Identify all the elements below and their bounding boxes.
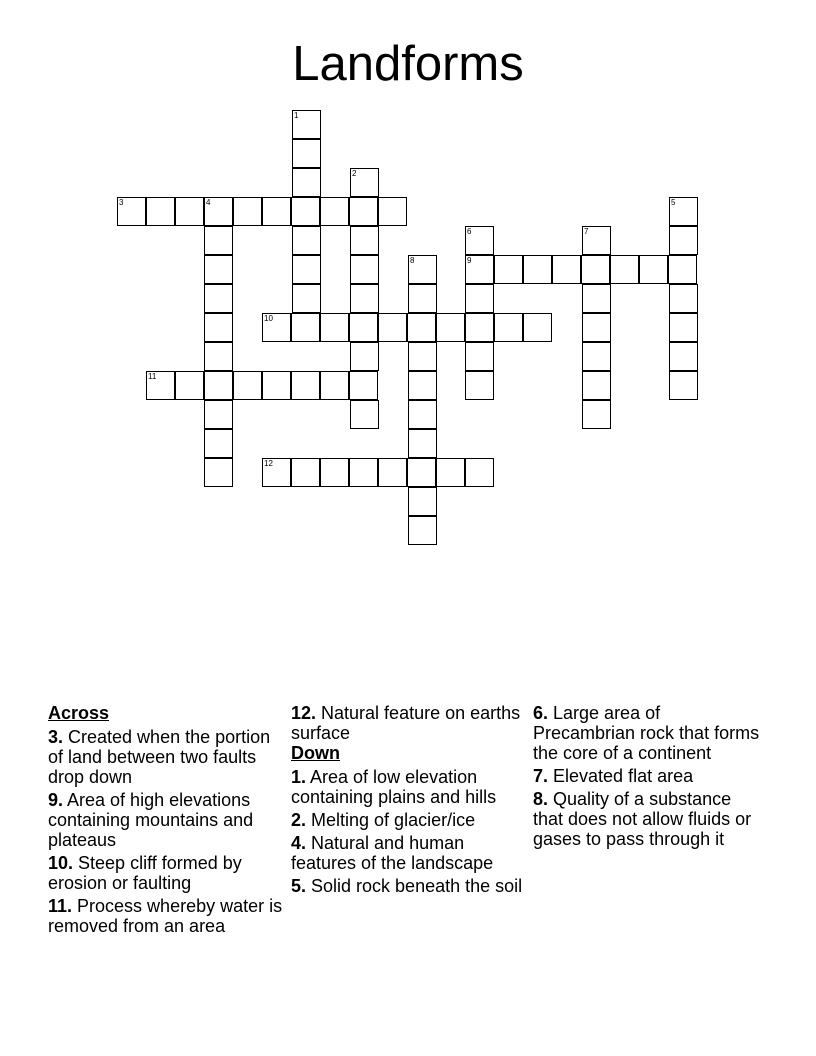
clues-column-3 [533,703,763,852]
clue-number: 4. [291,833,307,853]
clue-down-6 [533,703,763,763]
crossword-cell [350,400,379,429]
crossword-cell [408,342,437,371]
clue-text: Large area of Precambrian rock that forms the core of a continent [533,703,760,763]
clue-text: Natural feature on earths surface [291,703,521,743]
crossword-cell [378,197,407,226]
clue-down-4 [291,833,527,873]
clue-across-10 [48,853,284,893]
crossword-cell [262,197,291,226]
crossword-cell [320,197,349,226]
clues-column-2 [291,703,527,899]
crossword-cell [204,284,233,313]
down-header: Down [291,743,340,763]
crossword-cell-1 [292,110,321,139]
crossword-cell [204,226,233,255]
crossword-cell [407,313,436,342]
clue-down-2 [291,810,527,830]
clue-text: Melting of glacier/ice [306,810,476,830]
cell-number: 4 [206,198,211,207]
clue-number: 6. [533,703,549,723]
crossword-cell [378,458,407,487]
crossword-cell [233,197,262,226]
crossword-cell [408,284,437,313]
crossword-cell-12 [262,458,291,487]
crossword-cell [408,429,437,458]
cell-number: 1 [294,111,299,120]
crossword-cell [523,313,552,342]
crossword-cell [436,458,465,487]
clue-number: 10. [48,853,74,873]
cell-number: 8 [410,256,415,265]
cell-number: 12 [264,459,273,468]
clue-number: 2. [291,810,307,830]
crossword-cell [350,342,379,371]
crossword-cell [408,516,437,545]
crossword-cell [204,342,233,371]
crossword-cell [668,255,697,284]
crossword-cell [669,371,698,400]
clue-text: Solid rock beneath the soil [306,876,523,896]
crossword-cell-9 [465,255,494,284]
crossword-cell [669,313,698,342]
crossword-cell [582,342,611,371]
crossword-cell [465,313,494,342]
crossword-cell [465,342,494,371]
crossword-cell [292,255,321,284]
crossword-cell [465,371,494,400]
clue-down-1 [291,767,527,807]
crossword-cell [582,284,611,313]
crossword-cell [669,342,698,371]
clue-number: 3. [48,727,64,747]
crossword-cell [146,197,175,226]
clues-column-1 [48,703,284,939]
crossword-cell [494,313,523,342]
clue-number: 12. [291,703,317,723]
clue-text: Quality of a substance that does not allow fluids or gases to pass through it [533,789,752,849]
crossword-cell [320,371,349,400]
crossword-cell-3 [117,197,146,226]
crossword-cell-8 [408,255,437,284]
crossword-cell [582,313,611,342]
crossword-cell [204,371,233,400]
cell-number: 7 [584,227,589,236]
crossword-cell-2 [350,168,379,197]
crossword-cell [292,139,321,168]
clue-number: 11. [48,896,73,916]
clue-text: Elevated flat area [548,766,694,786]
across-header: Across [48,703,110,723]
clue-across-12 [291,703,527,743]
clue-across-3 [48,727,284,787]
crossword-cell [669,226,698,255]
cell-number: 2 [352,169,357,178]
crossword-cell [349,371,378,400]
crossword-cell [465,458,494,487]
cell-number: 10 [264,314,273,323]
cell-number: 5 [671,198,676,207]
crossword-cell [292,226,321,255]
crossword-cell [581,255,610,284]
crossword-cell [349,458,378,487]
cell-number: 11 [148,372,157,381]
clue-number: 1. [291,767,307,787]
crossword-cell [349,313,378,342]
crossword-cell [639,255,668,284]
clue-text: Area of high elevations containing mountains and plateaus [48,790,254,850]
crossword-cell [669,284,698,313]
crossword-cell-10 [262,313,291,342]
crossword-cell [204,255,233,284]
crossword-cell [350,284,379,313]
crossword-cell [204,458,233,487]
crossword-cell [292,284,321,313]
crossword-cell-5 [669,197,698,226]
clue-down-7 [533,766,763,786]
clue-across-9 [48,790,284,850]
crossword-cell-4 [204,197,233,226]
puzzle-title: Landforms [292,37,524,91]
crossword-cell [291,197,320,226]
crossword-cell [552,255,581,284]
crossword-cell [320,458,349,487]
clue-text: Natural and human features of the landscape [291,833,494,873]
crossword-cell-6 [465,226,494,255]
crossword-cell [291,371,320,400]
crossword-cell [465,284,494,313]
crossword-cell [494,255,523,284]
crossword-cell [292,168,321,197]
cell-number: 9 [467,256,472,265]
crossword-cell [262,371,291,400]
crossword-cell [233,371,262,400]
crossword-cell [408,371,437,400]
crossword-cell [610,255,639,284]
clue-number: 5. [291,876,307,896]
clue-across-11 [48,896,284,936]
clue-text: Created when the portion of land between two faults drop down [48,727,271,787]
clue-number: 8. [533,789,549,809]
clue-text: Process whereby water is removed from an area [48,896,283,936]
crossword-cell [175,197,204,226]
crossword-cell-7 [582,226,611,255]
cell-number: 6 [467,227,472,236]
crossword-cell [204,313,233,342]
clue-down-5 [291,876,527,896]
crossword-cell [204,400,233,429]
crossword-cell [523,255,552,284]
crossword-cell [582,371,611,400]
crossword-cell [408,487,437,516]
crossword-cell-11 [146,371,175,400]
crossword-cell [582,400,611,429]
clue-text: Area of low elevation containing plains and hills [291,767,497,807]
clue-number: 7. [533,766,549,786]
crossword-cell [349,197,378,226]
clue-number: 9. [48,790,64,810]
crossword-cell [350,226,379,255]
crossword-cell [350,255,379,284]
crossword-cell [378,313,407,342]
clue-down-8 [533,789,763,849]
crossword-cell [407,458,436,487]
crossword-cell [291,313,320,342]
cell-number: 3 [119,198,124,207]
crossword-cell [320,313,349,342]
crossword-cell [436,313,465,342]
crossword-cell [291,458,320,487]
crossword-cell [175,371,204,400]
crossword-cell [204,429,233,458]
clue-text: Steep cliff formed by erosion or faulting [48,853,242,893]
crossword-cell [408,400,437,429]
